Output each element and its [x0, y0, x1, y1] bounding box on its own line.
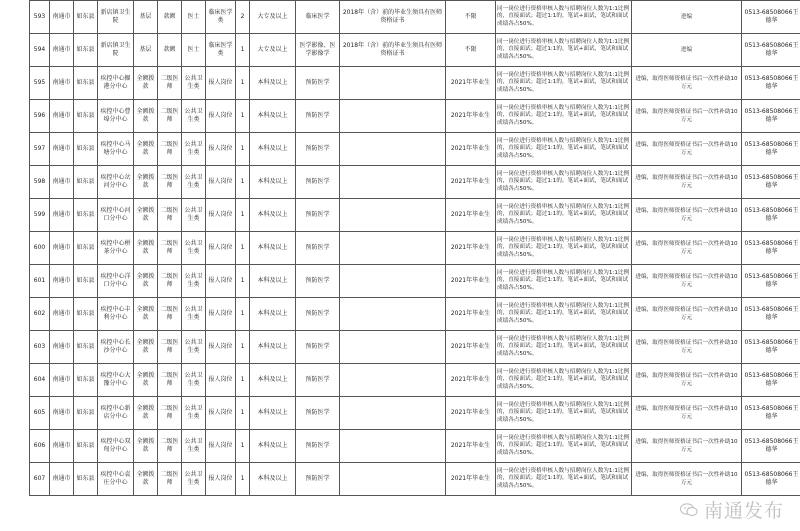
count-cell: 1 [236, 67, 250, 100]
county-cell: 如东县 [74, 364, 98, 397]
funding-cell: 二级医师 [158, 232, 182, 265]
city-cell: 南通市 [50, 364, 74, 397]
graduate-cell: 2021年毕业生 [446, 265, 496, 298]
row-number: 595 [30, 67, 50, 100]
major-cell: 预防医学 [296, 67, 340, 100]
contact-phone-cell: 0513-68508066王德华 [742, 34, 800, 67]
graduate-cell: 2021年毕业生 [446, 397, 496, 430]
count-cell: 2 [236, 1, 250, 34]
other-requirement-cell [340, 298, 446, 331]
exam-method-cell: 同一岗位进行资格审核人数与招聘岗位人数为1:1比例的，直接面试；超过1:1的，笔试+面试，笔试和面试成绩各占50%。 [496, 298, 632, 331]
row-number: 601 [30, 265, 50, 298]
graduate-cell: 2021年毕业生 [446, 298, 496, 331]
county-cell: 如东县 [74, 34, 98, 67]
unit-cell: 新店镇卫生院 [98, 1, 134, 34]
contact-phone-cell: 0513-68508066王德华 [742, 232, 800, 265]
major-cell: 预防医学 [296, 166, 340, 199]
exam-method-cell: 同一岗位进行资格审核人数与招聘岗位人数为1:1比例的，直接面试；超过1:1的，笔试+面试，笔试和面试成绩各占50%。 [496, 463, 632, 496]
table-row [30, 166, 800, 199]
county-cell: 如东县 [74, 67, 98, 100]
level-cell: 全额拨款 [134, 199, 158, 232]
county-cell: 如东县 [74, 331, 98, 364]
education-cell: 本科及以上 [250, 397, 296, 430]
exam-method-cell: 同一岗位进行资格审核人数与招聘岗位人数为1:1比例的，直接面试；超过1:1的，笔试+面试，笔试和面试成绩各占50%。 [496, 67, 632, 100]
level-cell: 全额拨款 [134, 67, 158, 100]
contact-phone-cell: 0513-68508066王德华 [742, 199, 800, 232]
post-cell: 公共卫生类 [182, 331, 206, 364]
education-cell: 本科及以上 [250, 232, 296, 265]
education-cell: 本科及以上 [250, 298, 296, 331]
city-cell: 南通市 [50, 331, 74, 364]
count-cell: 1 [236, 100, 250, 133]
row-number: 593 [30, 1, 50, 34]
post-cell: 公共卫生类 [182, 463, 206, 496]
count-cell: 1 [236, 298, 250, 331]
post-cell: 公共卫生类 [182, 364, 206, 397]
remark-cell: 进编，取得医师资格证书后一次性补助10万元 [632, 67, 742, 100]
post-cell: 医士 [182, 1, 206, 34]
row-number: 594 [30, 34, 50, 67]
category-cell: 报人岗位 [206, 166, 236, 199]
category-cell: 报人岗位 [206, 397, 236, 430]
unit-cell: 疾控中心双甸分中心 [98, 430, 134, 463]
remark-cell: 进编，取得医师资格证书后一次性补助10万元 [632, 166, 742, 199]
funding-cell: 二级医师 [158, 331, 182, 364]
post-cell: 公共卫生类 [182, 298, 206, 331]
contact-phone-cell: 0513-68508066王德华 [742, 430, 800, 463]
level-cell: 全额拨款 [134, 364, 158, 397]
remark-cell: 进编 [632, 34, 742, 67]
table-row [30, 430, 800, 463]
contact-phone-cell: 0513-68508066王德华 [742, 1, 800, 34]
city-cell: 南通市 [50, 199, 74, 232]
post-cell: 医士 [182, 34, 206, 67]
exam-method-cell: 同一岗位进行资格审核人数与招聘岗位人数为1:1比例的，直接面试；超过1:1的，笔试+面试，笔试和面试成绩各占50%。 [496, 199, 632, 232]
exam-method-cell: 同一岗位进行资格审核人数与招聘岗位人数为1:1比例的，直接面试；超过1:1的，笔试+面试，笔试和面试成绩各占50%。 [496, 331, 632, 364]
unit-cell: 疾控中心大豫分中心 [98, 364, 134, 397]
funding-cell: 二级医师 [158, 364, 182, 397]
major-cell: 预防医学 [296, 298, 340, 331]
table-row [30, 331, 800, 364]
other-requirement-cell [340, 397, 446, 430]
graduate-cell: 2021年毕业生 [446, 100, 496, 133]
county-cell: 如东县 [74, 265, 98, 298]
level-cell: 全额拨款 [134, 331, 158, 364]
county-cell: 如东县 [74, 397, 98, 430]
post-cell: 公共卫生类 [182, 265, 206, 298]
table-row [30, 133, 800, 166]
post-cell: 公共卫生类 [182, 397, 206, 430]
exam-method-cell: 同一岗位进行资格审核人数与招聘岗位人数为1:1比例的，直接面试；超过1:1的，笔试+面试，笔试和面试成绩各占50%。 [496, 397, 632, 430]
row-number: 596 [30, 100, 50, 133]
table-row [30, 397, 800, 430]
post-cell: 公共卫生类 [182, 67, 206, 100]
level-cell: 基层 [134, 1, 158, 34]
other-requirement-cell [340, 364, 446, 397]
row-number: 602 [30, 298, 50, 331]
graduate-cell: 不限 [446, 34, 496, 67]
education-cell: 本科及以上 [250, 67, 296, 100]
category-cell: 报人岗位 [206, 232, 236, 265]
count-cell: 1 [236, 364, 250, 397]
level-cell: 基层 [134, 34, 158, 67]
graduate-cell: 2021年毕业生 [446, 364, 496, 397]
funding-cell: 二级医师 [158, 265, 182, 298]
remark-cell: 进编，取得医师资格证书后一次性补助10万元 [632, 199, 742, 232]
other-requirement-cell [340, 232, 446, 265]
other-requirement-cell [340, 430, 446, 463]
education-cell: 本科及以上 [250, 199, 296, 232]
watermark-text: 南通发布 [703, 500, 784, 522]
funding-cell: 二级医师 [158, 397, 182, 430]
unit-cell: 疾控中心丰利分中心 [98, 298, 134, 331]
category-cell: 临床医学类 [206, 34, 236, 67]
category-cell: 报人岗位 [206, 133, 236, 166]
table-row [30, 1, 800, 34]
unit-cell: 疾控中心洋口分中心 [98, 265, 134, 298]
remark-cell: 进编，取得医师资格证书后一次性补助10万元 [632, 463, 742, 496]
education-cell: 本科及以上 [250, 331, 296, 364]
education-cell: 大专及以上 [250, 34, 296, 67]
graduate-cell: 2021年毕业生 [446, 232, 496, 265]
unit-cell: 新店镇卫生院 [98, 34, 134, 67]
other-requirement-cell [340, 331, 446, 364]
funding-cell: 二级医师 [158, 430, 182, 463]
table-row [30, 232, 800, 265]
education-cell: 大专及以上 [250, 1, 296, 34]
watermark [680, 496, 784, 523]
remark-cell: 进编，取得医师资格证书后一次性补助10万元 [632, 364, 742, 397]
unit-cell: 疾控中心掘港分中心 [98, 67, 134, 100]
remark-cell: 进编，取得医师资格证书后一次性补助10万元 [632, 265, 742, 298]
category-cell: 报人岗位 [206, 364, 236, 397]
education-cell: 本科及以上 [250, 364, 296, 397]
major-cell: 预防医学 [296, 232, 340, 265]
count-cell: 1 [236, 463, 250, 496]
city-cell: 南通市 [50, 100, 74, 133]
level-cell: 全额拨款 [134, 265, 158, 298]
unit-cell: 疾控中心长沙分中心 [98, 331, 134, 364]
count-cell: 1 [236, 397, 250, 430]
major-cell: 预防医学 [296, 430, 340, 463]
graduate-cell: 不限 [446, 1, 496, 34]
unit-cell: 疾控中心河口分中心 [98, 199, 134, 232]
county-cell: 如东县 [74, 166, 98, 199]
unit-cell: 疾控中心岔河分中心 [98, 166, 134, 199]
contact-phone-cell: 0513-68508066王德华 [742, 100, 800, 133]
row-number: 607 [30, 463, 50, 496]
major-cell: 预防医学 [296, 265, 340, 298]
recruitment-table [29, 0, 800, 496]
count-cell: 1 [236, 133, 250, 166]
contact-phone-cell: 0513-68508066王德华 [742, 265, 800, 298]
graduate-cell: 2021年毕业生 [446, 199, 496, 232]
table-row [30, 265, 800, 298]
other-requirement-cell: 2018年（含）前的毕业生须具有医师资格证书 [340, 1, 446, 34]
other-requirement-cell [340, 67, 446, 100]
major-cell: 预防医学 [296, 133, 340, 166]
count-cell: 1 [236, 430, 250, 463]
city-cell: 南通市 [50, 397, 74, 430]
post-cell: 公共卫生类 [182, 133, 206, 166]
table-row [30, 199, 800, 232]
major-cell: 预防医学 [296, 397, 340, 430]
category-cell: 报人岗位 [206, 100, 236, 133]
level-cell: 全额拨款 [134, 232, 158, 265]
contact-phone-cell: 0513-68508066王德华 [742, 331, 800, 364]
wechat-logo-icon [680, 503, 698, 517]
county-cell: 如东县 [74, 199, 98, 232]
education-cell: 本科及以上 [250, 430, 296, 463]
exam-method-cell: 同一岗位进行资格审核人数与招聘岗位人数为1:1比例的，直接面试；超过1:1的，笔试+面试，笔试和面试成绩各占50%。 [496, 1, 632, 34]
exam-method-cell: 同一岗位进行资格审核人数与招聘岗位人数为1:1比例的，直接面试；超过1:1的，笔试+面试，笔试和面试成绩各占50%。 [496, 100, 632, 133]
exam-method-cell: 同一岗位进行资格审核人数与招聘岗位人数为1:1比例的，直接面试；超过1:1的，笔试+面试，笔试和面试成绩各占50%。 [496, 430, 632, 463]
other-requirement-cell [340, 265, 446, 298]
table-body [30, 1, 800, 496]
funding-cell: 款额 [158, 1, 182, 34]
level-cell: 全额拨款 [134, 133, 158, 166]
contact-phone-cell: 0513-68508066王德华 [742, 463, 800, 496]
remark-cell: 进编，取得医师资格证书后一次性补助10万元 [632, 298, 742, 331]
row-number: 597 [30, 133, 50, 166]
city-cell: 南通市 [50, 265, 74, 298]
contact-phone-cell: 0513-68508066王德华 [742, 166, 800, 199]
table-row [30, 463, 800, 496]
category-cell: 报人岗位 [206, 430, 236, 463]
other-requirement-cell [340, 199, 446, 232]
education-cell: 本科及以上 [250, 100, 296, 133]
level-cell: 全额拨款 [134, 397, 158, 430]
other-requirement-cell [340, 166, 446, 199]
count-cell: 1 [236, 166, 250, 199]
contact-phone-cell: 0513-68508066王德华 [742, 133, 800, 166]
major-cell: 临床医学 [296, 1, 340, 34]
unit-cell: 疾控中心新店分中心 [98, 397, 134, 430]
remark-cell: 进编，取得医师资格证书后一次性补助10万元 [632, 397, 742, 430]
level-cell: 全额拨款 [134, 430, 158, 463]
city-cell: 南通市 [50, 133, 74, 166]
contact-phone-cell: 0513-68508066王德华 [742, 298, 800, 331]
funding-cell: 二级医师 [158, 463, 182, 496]
city-cell: 南通市 [50, 67, 74, 100]
graduate-cell: 2021年毕业生 [446, 331, 496, 364]
row-number: 604 [30, 364, 50, 397]
county-cell: 如东县 [74, 430, 98, 463]
count-cell: 1 [236, 232, 250, 265]
post-cell: 公共卫生类 [182, 100, 206, 133]
unit-cell: 疾控中心曹埠分中心 [98, 100, 134, 133]
remark-cell: 进编，取得医师资格证书后一次性补助10万元 [632, 232, 742, 265]
count-cell: 1 [236, 331, 250, 364]
category-cell: 报人岗位 [206, 298, 236, 331]
funding-cell: 二级医师 [158, 298, 182, 331]
exam-method-cell: 同一岗位进行资格审核人数与招聘岗位人数为1:1比例的，直接面试；超过1:1的，笔试+面试，笔试和面试成绩各占50%。 [496, 364, 632, 397]
county-cell: 如东县 [74, 232, 98, 265]
remark-cell: 进编，取得医师资格证书后一次性补助10万元 [632, 100, 742, 133]
level-cell: 全额拨款 [134, 298, 158, 331]
remark-cell: 进编，取得医师资格证书后一次性补助10万元 [632, 430, 742, 463]
remark-cell: 进编，取得医师资格证书后一次性补助10万元 [632, 133, 742, 166]
graduate-cell: 2021年毕业生 [446, 67, 496, 100]
exam-method-cell: 同一岗位进行资格审核人数与招聘岗位人数为1:1比例的，直接面试；超过1:1的，笔试+面试，笔试和面试成绩各占50%。 [496, 232, 632, 265]
row-number: 598 [30, 166, 50, 199]
level-cell: 全额拨款 [134, 166, 158, 199]
remark-cell: 进编，取得医师资格证书后一次性补助10万元 [632, 331, 742, 364]
row-number: 600 [30, 232, 50, 265]
funding-cell: 二级医师 [158, 67, 182, 100]
category-cell: 报人岗位 [206, 331, 236, 364]
city-cell: 南通市 [50, 232, 74, 265]
category-cell: 临床医学类 [206, 1, 236, 34]
table-row [30, 298, 800, 331]
city-cell: 南通市 [50, 34, 74, 67]
table-row [30, 100, 800, 133]
level-cell: 全额拨款 [134, 100, 158, 133]
unit-cell: 疾控中心袁庄分中心 [98, 463, 134, 496]
post-cell: 公共卫生类 [182, 166, 206, 199]
other-requirement-cell: 2018年（含）前的毕业生须具有医师资格证书 [340, 34, 446, 67]
funding-cell: 二级医师 [158, 100, 182, 133]
category-cell: 报人岗位 [206, 67, 236, 100]
education-cell: 本科及以上 [250, 463, 296, 496]
major-cell: 医学影像、医学影像学 [296, 34, 340, 67]
post-cell: 公共卫生类 [182, 232, 206, 265]
count-cell: 1 [236, 199, 250, 232]
exam-method-cell: 同一岗位进行资格审核人数与招聘岗位人数为1:1比例的，直接面试；超过1:1的，笔试+面试，笔试和面试成绩各占50%。 [496, 133, 632, 166]
row-number: 603 [30, 331, 50, 364]
post-cell: 公共卫生类 [182, 430, 206, 463]
contact-phone-cell: 0513-68508066王德华 [742, 67, 800, 100]
row-number: 599 [30, 199, 50, 232]
count-cell: 1 [236, 265, 250, 298]
row-number: 605 [30, 397, 50, 430]
county-cell: 如东县 [74, 133, 98, 166]
education-cell: 本科及以上 [250, 166, 296, 199]
city-cell: 南通市 [50, 1, 74, 34]
exam-method-cell: 同一岗位进行资格审核人数与招聘岗位人数为1:1比例的，直接面试；超过1:1的，笔试+面试，笔试和面试成绩各占50%。 [496, 34, 632, 67]
city-cell: 南通市 [50, 298, 74, 331]
major-cell: 预防医学 [296, 199, 340, 232]
major-cell: 预防医学 [296, 100, 340, 133]
funding-cell: 款额 [158, 34, 182, 67]
table-row [30, 364, 800, 397]
row-number: 606 [30, 430, 50, 463]
graduate-cell: 2021年毕业生 [446, 133, 496, 166]
other-requirement-cell [340, 100, 446, 133]
graduate-cell: 2021年毕业生 [446, 166, 496, 199]
graduate-cell: 2021年毕业生 [446, 463, 496, 496]
major-cell: 预防医学 [296, 364, 340, 397]
other-requirement-cell [340, 463, 446, 496]
funding-cell: 二级医师 [158, 199, 182, 232]
city-cell: 南通市 [50, 166, 74, 199]
funding-cell: 二级医师 [158, 133, 182, 166]
county-cell: 如东县 [74, 298, 98, 331]
exam-method-cell: 同一岗位进行资格审核人数与招聘岗位人数为1:1比例的，直接面试；超过1:1的，笔试+面试，笔试和面试成绩各占50%。 [496, 265, 632, 298]
major-cell: 预防医学 [296, 331, 340, 364]
city-cell: 南通市 [50, 430, 74, 463]
city-cell: 南通市 [50, 463, 74, 496]
funding-cell: 二级医师 [158, 166, 182, 199]
exam-method-cell: 同一岗位进行资格审核人数与招聘岗位人数为1:1比例的，直接面试；超过1:1的，笔试+面试，笔试和面试成绩各占50%。 [496, 166, 632, 199]
graduate-cell: 2021年毕业生 [446, 430, 496, 463]
education-cell: 本科及以上 [250, 133, 296, 166]
other-requirement-cell [340, 133, 446, 166]
count-cell: 1 [236, 34, 250, 67]
county-cell: 如东县 [74, 463, 98, 496]
contact-phone-cell: 0513-68508066王德华 [742, 397, 800, 430]
county-cell: 如东县 [74, 100, 98, 133]
category-cell: 报人岗位 [206, 199, 236, 232]
unit-cell: 疾控中心栟茶分中心 [98, 232, 134, 265]
unit-cell: 疾控中心马塘分中心 [98, 133, 134, 166]
major-cell: 预防医学 [296, 463, 340, 496]
table-row [30, 34, 800, 67]
county-cell: 如东县 [74, 1, 98, 34]
contact-phone-cell: 0513-68508066王德华 [742, 364, 800, 397]
education-cell: 本科及以上 [250, 265, 296, 298]
category-cell: 报人岗位 [206, 265, 236, 298]
level-cell: 全额拨款 [134, 463, 158, 496]
post-cell: 公共卫生类 [182, 199, 206, 232]
remark-cell: 进编 [632, 1, 742, 34]
category-cell: 报人岗位 [206, 463, 236, 496]
table-row [30, 67, 800, 100]
